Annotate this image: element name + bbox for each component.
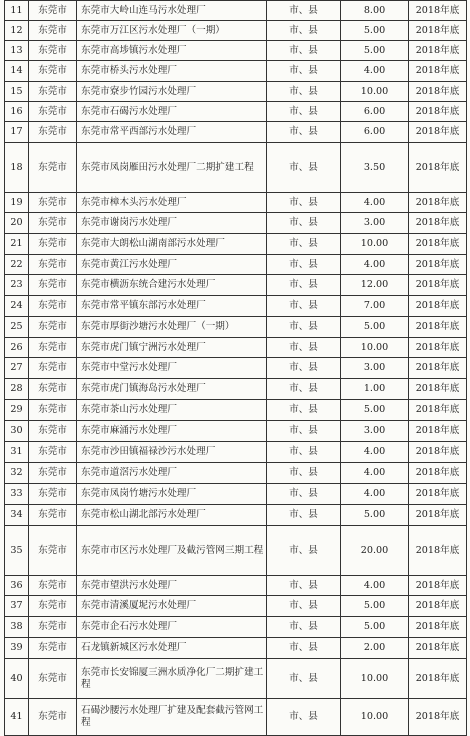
capacity-cell: 3.00 [341, 421, 409, 442]
level-cell: 市、县 [267, 526, 341, 576]
plant-name-cell: 东莞市石碣污水处理厂 [77, 102, 267, 122]
capacity-cell: 2.00 [341, 638, 409, 659]
table-row [5, 21, 467, 41]
level-cell: 市、县 [267, 1, 341, 21]
level-cell: 市、县 [267, 659, 341, 699]
plant-name-cell: 东莞市常平西部污水处理厂 [77, 122, 267, 143]
level-cell: 市、县 [267, 193, 341, 213]
table-row [5, 234, 467, 255]
plant-name-cell: 东莞市道滘污水处理厂 [77, 463, 267, 484]
city-cell: 东莞市 [29, 234, 77, 255]
capacity-cell: 10.00 [341, 659, 409, 699]
completion-year-cell: 2018年底 [409, 255, 467, 275]
row-number: 38 [5, 617, 29, 638]
completion-year-cell: 2018年底 [409, 61, 467, 82]
table-row [5, 379, 467, 400]
level-cell: 市、县 [267, 21, 341, 41]
completion-year-cell: 2018年底 [409, 338, 467, 358]
plant-name-cell: 东莞市长安锦厦三洲水质净化厂二期扩建工程 [77, 659, 267, 699]
level-cell: 市、县 [267, 338, 341, 358]
table-row [5, 61, 467, 82]
table-row [5, 442, 467, 463]
table-row [5, 213, 467, 234]
level-cell: 市、县 [267, 596, 341, 617]
row-number: 21 [5, 234, 29, 255]
table-row [5, 255, 467, 275]
table-row [5, 617, 467, 638]
capacity-cell: 3.00 [341, 358, 409, 379]
plant-name-cell: 东莞市厚街沙塘污水处理厂（一期） [77, 317, 267, 338]
capacity-cell: 3.00 [341, 213, 409, 234]
plant-name-cell: 东莞市麻涌污水处理厂 [77, 421, 267, 442]
capacity-cell: 4.00 [341, 576, 409, 596]
table-row [5, 463, 467, 484]
city-cell: 东莞市 [29, 213, 77, 234]
city-cell: 东莞市 [29, 617, 77, 638]
row-number: 23 [5, 275, 29, 296]
capacity-cell: 10.00 [341, 338, 409, 358]
completion-year-cell: 2018年底 [409, 122, 467, 143]
row-number: 15 [5, 82, 29, 102]
plant-name-cell: 东莞市黄江污水处理厂 [77, 255, 267, 275]
row-number: 14 [5, 61, 29, 82]
city-cell: 东莞市 [29, 255, 77, 275]
completion-year-cell: 2018年底 [409, 379, 467, 400]
completion-year-cell: 2018年底 [409, 505, 467, 526]
plant-name-cell: 东莞市清溪厦坭污水处理厂 [77, 596, 267, 617]
capacity-cell: 5.00 [341, 21, 409, 41]
level-cell: 市、县 [267, 317, 341, 338]
city-cell: 东莞市 [29, 463, 77, 484]
plant-name-cell: 东莞市常平镇东部污水处理厂 [77, 296, 267, 317]
row-number: 33 [5, 484, 29, 505]
completion-year-cell: 2018年底 [409, 82, 467, 102]
completion-year-cell: 2018年底 [409, 275, 467, 296]
city-cell: 东莞市 [29, 379, 77, 400]
city-cell: 东莞市 [29, 82, 77, 102]
row-number: 20 [5, 213, 29, 234]
city-cell: 东莞市 [29, 41, 77, 61]
table-row [5, 102, 467, 122]
row-number: 29 [5, 400, 29, 421]
completion-year-cell: 2018年底 [409, 442, 467, 463]
capacity-cell: 4.00 [341, 61, 409, 82]
completion-year-cell: 2018年底 [409, 484, 467, 505]
table-row [5, 193, 467, 213]
city-cell: 东莞市 [29, 400, 77, 421]
completion-year-cell: 2018年底 [409, 617, 467, 638]
city-cell: 东莞市 [29, 317, 77, 338]
level-cell: 市、县 [267, 463, 341, 484]
row-number: 24 [5, 296, 29, 317]
completion-year-cell: 2018年底 [409, 1, 467, 21]
table-row [5, 400, 467, 421]
table-row [5, 505, 467, 526]
level-cell: 市、县 [267, 61, 341, 82]
capacity-cell: 12.00 [341, 275, 409, 296]
row-number: 13 [5, 41, 29, 61]
capacity-cell: 3.50 [341, 143, 409, 193]
city-cell: 东莞市 [29, 1, 77, 21]
table-row [5, 296, 467, 317]
plant-name-cell: 东莞市凤岗竹塘污水处理厂 [77, 484, 267, 505]
table-row [5, 338, 467, 358]
level-cell: 市、县 [267, 699, 341, 736]
table-row [5, 358, 467, 379]
capacity-cell: 20.00 [341, 526, 409, 576]
capacity-cell: 5.00 [341, 596, 409, 617]
city-cell: 东莞市 [29, 659, 77, 699]
row-number: 28 [5, 379, 29, 400]
completion-year-cell: 2018年底 [409, 358, 467, 379]
table-row [5, 659, 467, 699]
level-cell: 市、县 [267, 82, 341, 102]
plant-name-cell: 东莞市望洪污水处理厂 [77, 576, 267, 596]
plant-name-cell: 东莞市凤岗雁田污水处理厂二期扩建工程 [77, 143, 267, 193]
capacity-cell: 10.00 [341, 234, 409, 255]
level-cell: 市、县 [267, 122, 341, 143]
level-cell: 市、县 [267, 484, 341, 505]
capacity-cell: 8.00 [341, 1, 409, 21]
city-cell: 东莞市 [29, 442, 77, 463]
plant-name-cell: 东莞市谢岗污水处理厂 [77, 213, 267, 234]
completion-year-cell: 2018年底 [409, 296, 467, 317]
city-cell: 东莞市 [29, 338, 77, 358]
wastewater-plant-table [4, 0, 467, 736]
table-row [5, 596, 467, 617]
capacity-cell: 5.00 [341, 505, 409, 526]
capacity-cell: 4.00 [341, 255, 409, 275]
city-cell: 东莞市 [29, 122, 77, 143]
capacity-cell: 1.00 [341, 379, 409, 400]
capacity-cell: 5.00 [341, 400, 409, 421]
row-number: 19 [5, 193, 29, 213]
level-cell: 市、县 [267, 102, 341, 122]
city-cell: 东莞市 [29, 596, 77, 617]
plant-name-cell: 东莞市沙田镇福禄沙污水处理厂 [77, 442, 267, 463]
row-number: 34 [5, 505, 29, 526]
plant-name-cell: 石碣沙腰污水处理厂扩建及配套截污管网工程 [77, 699, 267, 736]
city-cell: 东莞市 [29, 61, 77, 82]
row-number: 35 [5, 526, 29, 576]
level-cell: 市、县 [267, 143, 341, 193]
row-number: 16 [5, 102, 29, 122]
level-cell: 市、县 [267, 505, 341, 526]
capacity-cell: 4.00 [341, 442, 409, 463]
row-number: 32 [5, 463, 29, 484]
city-cell: 东莞市 [29, 102, 77, 122]
table-row [5, 122, 467, 143]
completion-year-cell: 2018年底 [409, 699, 467, 736]
level-cell: 市、县 [267, 275, 341, 296]
capacity-cell: 10.00 [341, 82, 409, 102]
plant-name-cell: 东莞市桥头污水处理厂 [77, 61, 267, 82]
row-number: 18 [5, 143, 29, 193]
plant-name-cell: 东莞市万江区污水处理厂（一期） [77, 21, 267, 41]
level-cell: 市、县 [267, 576, 341, 596]
completion-year-cell: 2018年底 [409, 596, 467, 617]
table-row [5, 699, 467, 736]
city-cell: 东莞市 [29, 358, 77, 379]
completion-year-cell: 2018年底 [409, 143, 467, 193]
table-body [5, 1, 467, 736]
level-cell: 市、县 [267, 296, 341, 317]
completion-year-cell: 2018年底 [409, 234, 467, 255]
capacity-cell: 6.00 [341, 102, 409, 122]
level-cell: 市、县 [267, 379, 341, 400]
level-cell: 市、县 [267, 617, 341, 638]
completion-year-cell: 2018年底 [409, 41, 467, 61]
table-row [5, 421, 467, 442]
capacity-cell: 10.00 [341, 699, 409, 736]
level-cell: 市、县 [267, 442, 341, 463]
row-number: 26 [5, 338, 29, 358]
row-number: 37 [5, 596, 29, 617]
capacity-cell: 5.00 [341, 41, 409, 61]
table-row [5, 275, 467, 296]
table-row [5, 638, 467, 659]
city-cell: 东莞市 [29, 526, 77, 576]
level-cell: 市、县 [267, 234, 341, 255]
plant-name-cell: 东莞市茶山污水处理厂 [77, 400, 267, 421]
row-number: 12 [5, 21, 29, 41]
city-cell: 东莞市 [29, 21, 77, 41]
table-row [5, 82, 467, 102]
level-cell: 市、县 [267, 41, 341, 61]
capacity-cell: 4.00 [341, 463, 409, 484]
plant-name-cell: 东莞市樟木头污水处理厂 [77, 193, 267, 213]
city-cell: 东莞市 [29, 421, 77, 442]
completion-year-cell: 2018年底 [409, 21, 467, 41]
completion-year-cell: 2018年底 [409, 659, 467, 699]
plant-name-cell: 东莞市市区污水处理厂及截污管网三期工程 [77, 526, 267, 576]
city-cell: 东莞市 [29, 296, 77, 317]
plant-name-cell: 东莞市中堂污水处理厂 [77, 358, 267, 379]
city-cell: 东莞市 [29, 699, 77, 736]
row-number: 25 [5, 317, 29, 338]
table-row [5, 1, 467, 21]
city-cell: 东莞市 [29, 143, 77, 193]
level-cell: 市、县 [267, 400, 341, 421]
row-number: 22 [5, 255, 29, 275]
table-row [5, 526, 467, 576]
row-number: 40 [5, 659, 29, 699]
level-cell: 市、县 [267, 213, 341, 234]
capacity-cell: 4.00 [341, 484, 409, 505]
row-number: 41 [5, 699, 29, 736]
row-number: 36 [5, 576, 29, 596]
capacity-cell: 6.00 [341, 122, 409, 143]
plant-name-cell: 东莞市虎门镇宁洲污水处理厂 [77, 338, 267, 358]
completion-year-cell: 2018年底 [409, 463, 467, 484]
completion-year-cell: 2018年底 [409, 526, 467, 576]
table-row [5, 143, 467, 193]
row-number: 31 [5, 442, 29, 463]
city-cell: 东莞市 [29, 576, 77, 596]
level-cell: 市、县 [267, 255, 341, 275]
completion-year-cell: 2018年底 [409, 638, 467, 659]
level-cell: 市、县 [267, 358, 341, 379]
row-number: 17 [5, 122, 29, 143]
city-cell: 东莞市 [29, 193, 77, 213]
row-number: 11 [5, 1, 29, 21]
plant-name-cell: 东莞市松山湖北部污水处理厂 [77, 505, 267, 526]
table-row [5, 576, 467, 596]
row-number: 30 [5, 421, 29, 442]
row-number: 27 [5, 358, 29, 379]
completion-year-cell: 2018年底 [409, 193, 467, 213]
completion-year-cell: 2018年底 [409, 213, 467, 234]
city-cell: 东莞市 [29, 484, 77, 505]
capacity-cell: 5.00 [341, 617, 409, 638]
completion-year-cell: 2018年底 [409, 317, 467, 338]
table-row [5, 317, 467, 338]
capacity-cell: 5.00 [341, 317, 409, 338]
capacity-cell: 7.00 [341, 296, 409, 317]
plant-name-cell: 东莞市大岭山连马污水处理厂 [77, 1, 267, 21]
table-row [5, 41, 467, 61]
row-number: 39 [5, 638, 29, 659]
plant-name-cell: 东莞市大朗松山湖南部污水处理厂 [77, 234, 267, 255]
city-cell: 东莞市 [29, 638, 77, 659]
plant-name-cell: 东莞市高埗镇污水处理厂 [77, 41, 267, 61]
plant-name-cell: 东莞市寮步竹园污水处理厂 [77, 82, 267, 102]
completion-year-cell: 2018年底 [409, 576, 467, 596]
completion-year-cell: 2018年底 [409, 400, 467, 421]
city-cell: 东莞市 [29, 505, 77, 526]
plant-name-cell: 东莞市虎门镇海岛污水处理厂 [77, 379, 267, 400]
city-cell: 东莞市 [29, 275, 77, 296]
level-cell: 市、县 [267, 638, 341, 659]
plant-name-cell: 东莞市横沥东统合建污水处理厂 [77, 275, 267, 296]
completion-year-cell: 2018年底 [409, 102, 467, 122]
completion-year-cell: 2018年底 [409, 421, 467, 442]
plant-name-cell: 石龙镇新城区污水处理厂 [77, 638, 267, 659]
plant-name-cell: 东莞市企石污水处理厂 [77, 617, 267, 638]
level-cell: 市、县 [267, 421, 341, 442]
table-row [5, 484, 467, 505]
capacity-cell: 4.00 [341, 193, 409, 213]
